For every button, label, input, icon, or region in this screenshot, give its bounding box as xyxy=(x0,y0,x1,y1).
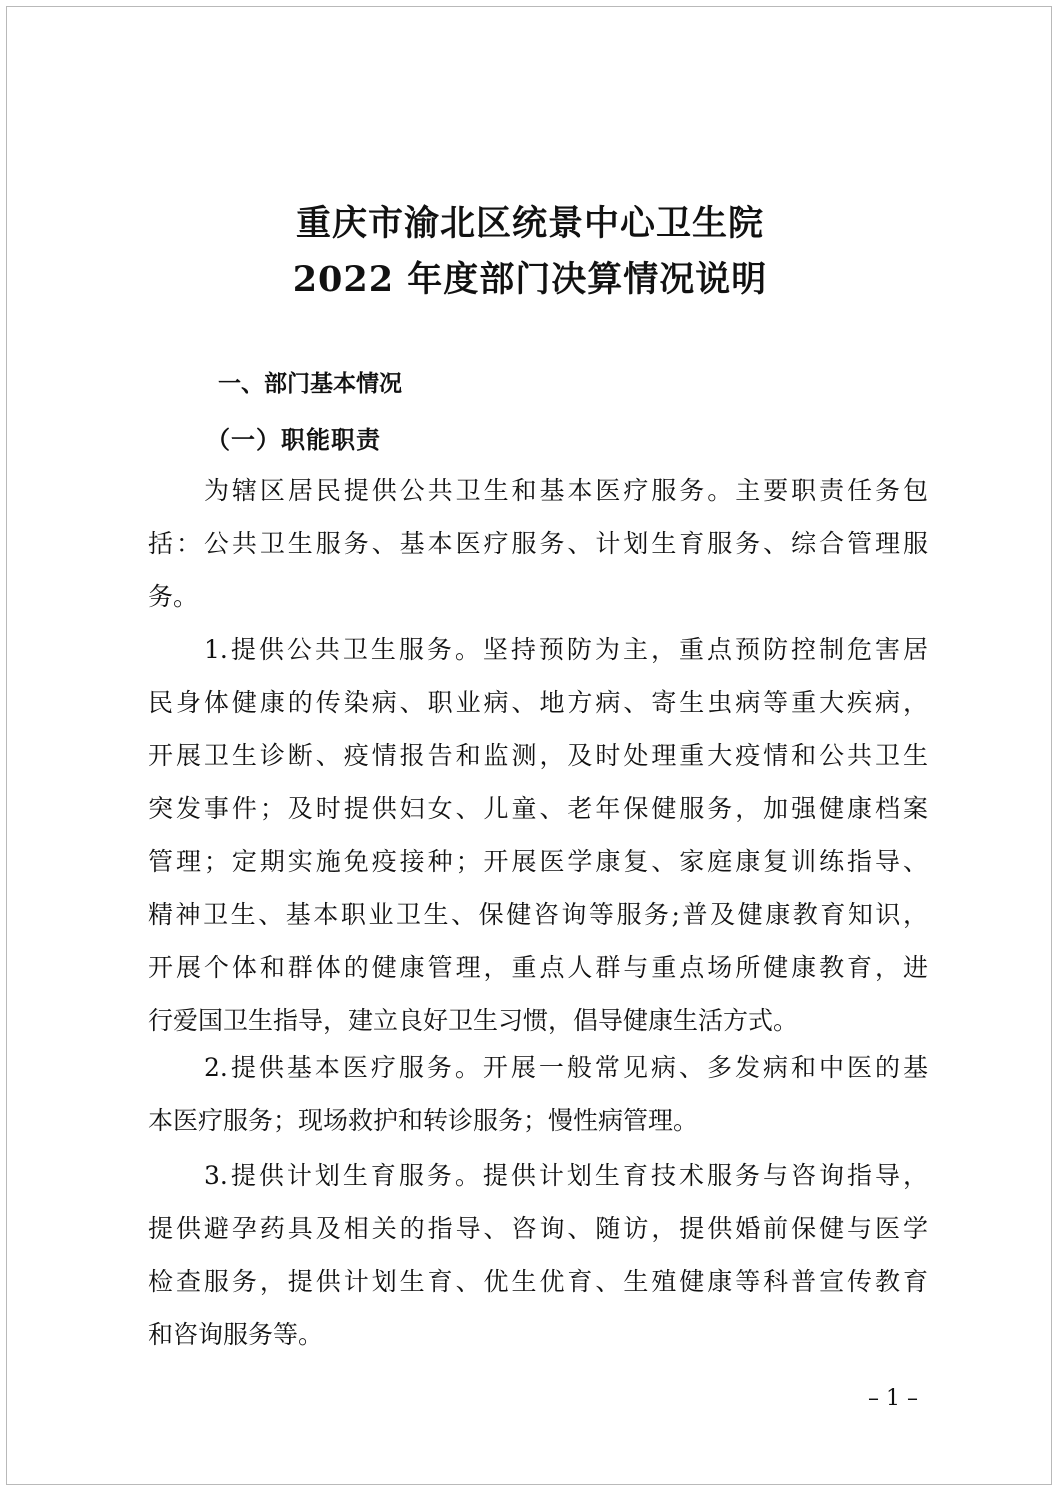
paragraph-line: 为辖区居民提供公共卫生和基本医疗服务。主要职责任务包 xyxy=(204,476,928,505)
paragraph-line: 提供避孕药具及相关的指导、咨询、随访，提供婚前保健与医学 xyxy=(148,1214,928,1243)
paragraph-line: 括：公共卫生服务、基本医疗服务、计划生育服务、综合管理服 xyxy=(148,529,928,558)
paragraph-line: 开展个体和群体的健康管理，重点人群与重点场所健康教育，进 xyxy=(148,953,928,982)
page-number: – 1 – xyxy=(868,1386,918,1411)
paragraph-line: 精神卫生、基本职业卫生、保健咨询等服务;普及健康教育知识， xyxy=(148,900,928,929)
subsection-heading: （一）职能职责 xyxy=(206,425,381,454)
paragraph-basic-medical xyxy=(148,1041,928,1147)
paragraph-line: 和咨询服务等。 xyxy=(148,1320,324,1349)
paragraph-line: 2.提供基本医疗服务。开展一般常见病、多发病和中医的基 xyxy=(204,1053,928,1082)
paragraph-line: 民身体健康的传染病、职业病、地方病、寄生虫病等重大疾病， xyxy=(148,688,928,717)
paragraph-line: 管理；定期实施免疫接种；开展医学康复、家庭康复训练指导、 xyxy=(148,847,928,876)
paragraph-family-planning xyxy=(148,1149,928,1361)
paragraph-line: 检查服务，提供计划生育、优生优育、生殖健康等科普宣传教育 xyxy=(148,1267,928,1296)
paragraph-line: 开展卫生诊断、疫情报告和监测，及时处理重大疫情和公共卫生 xyxy=(148,741,928,770)
document-title-line-1: 重庆市渝北区统景中心卫生院 xyxy=(295,203,764,244)
document-title-line-2: 2022 年度部门决算情况说明 xyxy=(292,259,768,300)
paragraph-line: 3.提供计划生育服务。提供计划生育技术服务与咨询指导， xyxy=(204,1161,928,1190)
section-heading: 一、部门基本情况 xyxy=(218,371,402,397)
paragraph-line: 行爱国卫生指导，建立良好卫生习惯，倡导健康生活方式。 xyxy=(148,1006,799,1035)
paragraph-line: 务。 xyxy=(148,582,199,611)
paragraph-duties-overview xyxy=(148,464,928,623)
paragraph-line: 本医疗服务；现场救护和转诊服务；慢性病管理。 xyxy=(148,1106,699,1135)
paragraph-line: 1.提供公共卫生服务。坚持预防为主，重点预防控制危害居 xyxy=(204,635,928,664)
paragraph-line: 突发事件；及时提供妇女、儿童、老年保健服务，加强健康档案 xyxy=(148,794,928,823)
paragraph-public-health xyxy=(148,623,928,1047)
